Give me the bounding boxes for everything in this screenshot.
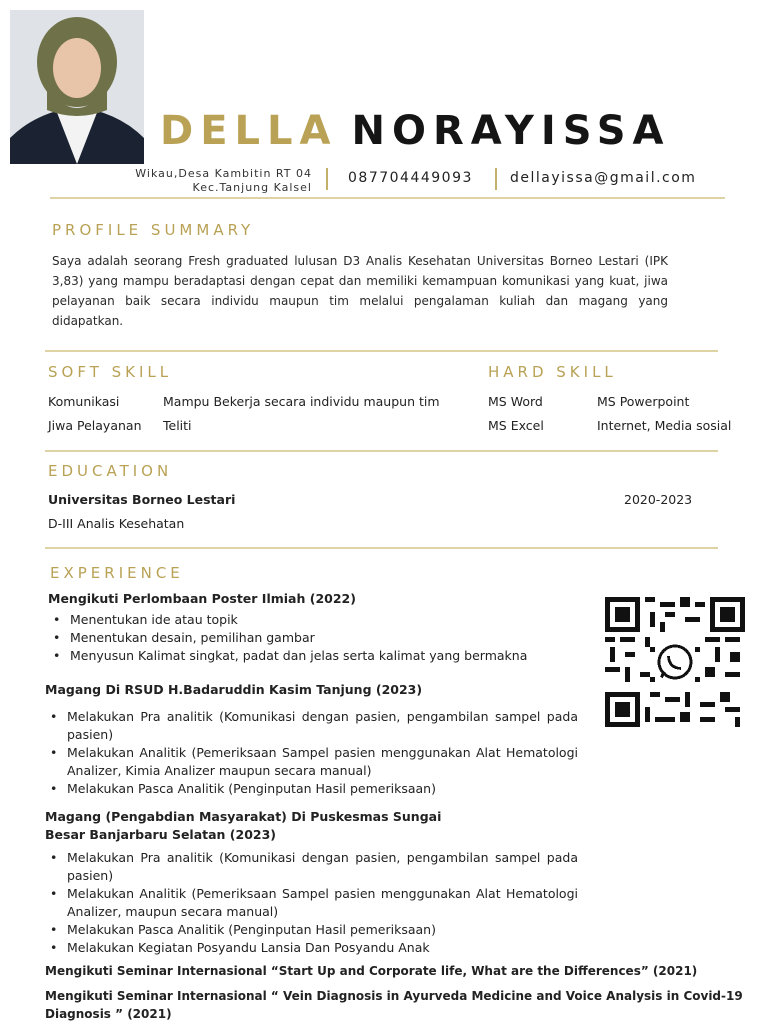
first-name: DELLA xyxy=(160,108,338,154)
experience-bullets xyxy=(45,849,578,957)
soft-skill-item: Teliti xyxy=(163,418,192,433)
section-rule xyxy=(45,450,718,452)
list-item: • Menentukan desain, pemilihan gambar xyxy=(48,629,568,647)
list-item: • Menyusun Kalimat singkat, padat dan jelas serta kalimat yang bermakna xyxy=(48,647,568,665)
experience-heading: EXPERIENCE xyxy=(50,564,184,582)
seminar-entry: Mengikuti Seminar Internasional “Start Up and Corporate life, What are the Differences” (2021) xyxy=(45,964,698,978)
section-rule xyxy=(45,547,718,549)
list-item: • Melakukan Kegiatan Posyandu Lansia Dan Posyandu Anak xyxy=(45,939,578,957)
email-address: dellayissa@gmail.com xyxy=(510,170,697,186)
hard-skill-heading: HARD SKILL xyxy=(488,363,617,381)
list-item: • Melakukan Analitik (Pemeriksaan Sampel pasien menggunakan Alat Hematologi Analizer, Kimia Analizer maupun secara manual) xyxy=(45,744,578,780)
list-item: • Melakukan Pasca Analitik (Penginputan Hasil pemeriksaan) xyxy=(45,780,578,798)
soft-skill-item: Komunikasi xyxy=(48,394,120,409)
address xyxy=(100,167,312,195)
qr-code-icon xyxy=(605,596,745,728)
experience-title: Magang Di RSUD H.Badaruddin Kasim Tanjung (2023) xyxy=(45,682,423,697)
soft-skill-item: Mampu Bekerja secara individu maupun tim xyxy=(163,394,440,409)
profile-summary-text: Saya adalah seorang Fresh graduated lulusan D3 Analis Kesehatan Universitas Borneo Lestari (IPK 3,83) yang mampu beradaptasi dengan cepat dan memiliki kemampuan komunikasi yang kuat, jiwa pelayanan baik secara individu maupun tim melalui pengalaman kuliah dan magang yang didapatkan. xyxy=(52,254,668,328)
list-item: • Melakukan Pra analitik (Komunikasi dengan pasien, pengambilan sampel pada pasien) xyxy=(45,708,578,744)
profile-photo xyxy=(10,10,144,164)
hard-skill-item: MS Powerpoint xyxy=(597,394,690,409)
experience-bullets xyxy=(45,708,578,798)
phone-number: 087704449093 xyxy=(348,170,473,186)
list-item: • Melakukan Pra analitik (Komunikasi dengan pasien, pengambilan sampel pada pasien) xyxy=(45,849,578,885)
experience-bullets xyxy=(48,611,568,665)
hard-skill-item: MS Word xyxy=(488,394,543,409)
experience-title: Mengikuti Perlombaan Poster Ilmiah (2022) xyxy=(48,591,356,606)
experience-title: Magang (Pengabdian Masyarakat) Di Puskesmas Sungai xyxy=(45,809,442,824)
person-photo-icon xyxy=(10,10,144,164)
candidate-name xyxy=(160,108,671,154)
hard-skill-item: Internet, Media sosial xyxy=(597,418,732,433)
header-rule xyxy=(50,197,725,199)
whatsapp-qr-code[interactable] xyxy=(605,596,745,728)
address-line-1: Wikau,Desa Kambitin RT 04 xyxy=(135,167,312,180)
last-name: NORAYISSA xyxy=(351,108,671,154)
education-years: 2020-2023 xyxy=(624,492,693,507)
address-line-2: Kec.Tanjung Kalsel xyxy=(192,181,312,194)
divider xyxy=(495,168,497,190)
list-item: • Melakukan Analitik (Pemeriksaan Sampel pasien menggunakan Alat Hematologi Analizer, maupun secara manual) xyxy=(45,885,578,921)
section-rule xyxy=(45,350,718,352)
experience-title: Besar Banjarbaru Selatan (2023) xyxy=(45,827,277,842)
hard-skill-item: MS Excel xyxy=(488,418,544,433)
list-item: • Menentukan ide atau topik xyxy=(48,611,568,629)
soft-skill-item: Jiwa Pelayanan xyxy=(48,418,142,433)
degree: D-III Analis Kesehatan xyxy=(48,516,185,531)
list-item: • Melakukan Pasca Analitik (Penginputan Hasil pemeriksaan) xyxy=(45,921,578,939)
education-heading: EDUCATION xyxy=(48,462,173,480)
seminar-entry: Mengikuti Seminar Internasional “ Vein Diagnosis in Ayurveda Medicine and Voice Analysis in Covid-19 Diagnosis ” (2021) xyxy=(45,989,743,1021)
profile-summary-heading: PROFILE SUMMARY xyxy=(52,221,255,239)
school-name: Universitas Borneo Lestari xyxy=(48,492,236,507)
divider xyxy=(326,168,328,190)
soft-skill-heading: SOFT SKILL xyxy=(48,363,173,381)
